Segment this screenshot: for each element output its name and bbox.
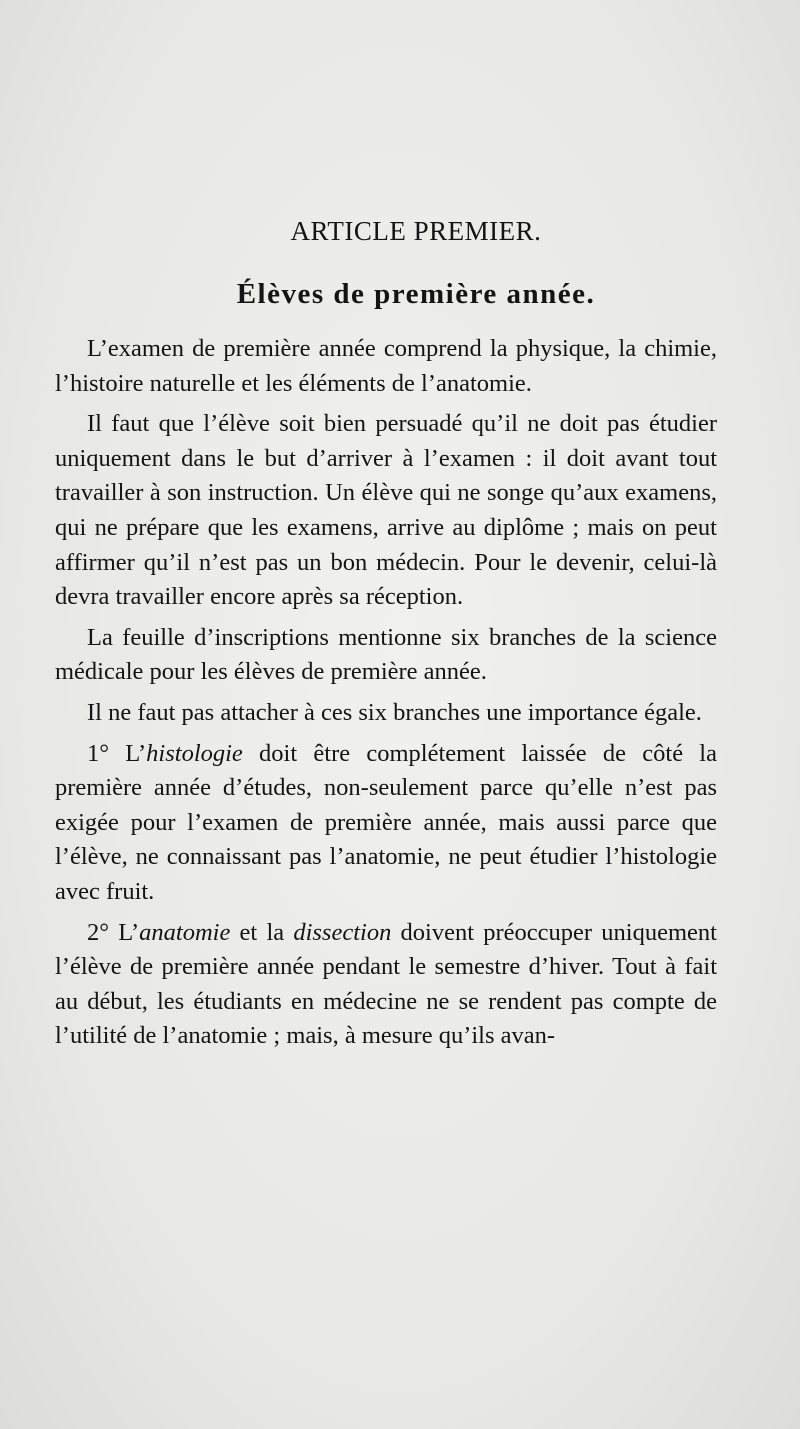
paragraph-histologie — [55, 737, 717, 910]
page-text — [55, 205, 717, 1060]
paragraph-anatomie-lead: 2° L’ — [87, 918, 140, 946]
section-subheading: Élèves de première année. — [236, 278, 596, 310]
paragraph-anatomie-body: doivent préoccuper uniquement l’élève de première année pendant le semestre d’hiver. Tout à fait au début, les étudiants en médecine ne se rendent pas compte de l’utilité de l’anatomie ; mais, à mesure qu’ils avan- — [55, 918, 717, 1050]
paragraph-study-advice: Il faut que l’élève soit bien persuadé qu’il ne doit pas étudier uniquement dans le but d’arriver à l’examen : il doit avant tout travailler à son instruction. Un élève qui ne songe qu’aux examens, qui ne prépare que les examens, arrive au diplôme ; mais on peut affirmer qu’il n’est pas un bon médecin. Pour le devenir, celui-là devra travailler encore après sa réception. — [55, 410, 717, 611]
paragraph-importance: Il ne faut pas attacher à ces six branches une importance égale. — [87, 698, 702, 726]
paragraph-inscriptions: La feuille d’inscriptions mentionne six branches de la science médicale pour les élèves de première année. — [55, 623, 717, 686]
term-dissection: dissection — [293, 918, 392, 946]
term-anatomie: anatomie — [139, 918, 231, 946]
term-histologie: histologie — [146, 739, 243, 767]
paragraph-anatomie — [55, 916, 717, 1054]
paragraph-anatomie-joiner: et la — [230, 918, 294, 946]
paragraph-histologie-lead: 1° L’ — [87, 739, 147, 767]
paragraph-exam-subjects: L’examen de première année comprend la physique, la chimie, l’histoire naturelle et les éléments de l’anatomie. — [55, 335, 717, 397]
article-heading: ARTICLE PREMIER. — [290, 216, 542, 246]
paragraph-histologie-body: doit être complétement laissée de côté la première année d’études, non-seulement parce qu’elle n’est pas exigée pour l’examen de première année, mais aussi parce que l’élève, ne connaissant pas l’anatomie, ne peut étudier l’histologie avec fruit. — [55, 739, 717, 905]
